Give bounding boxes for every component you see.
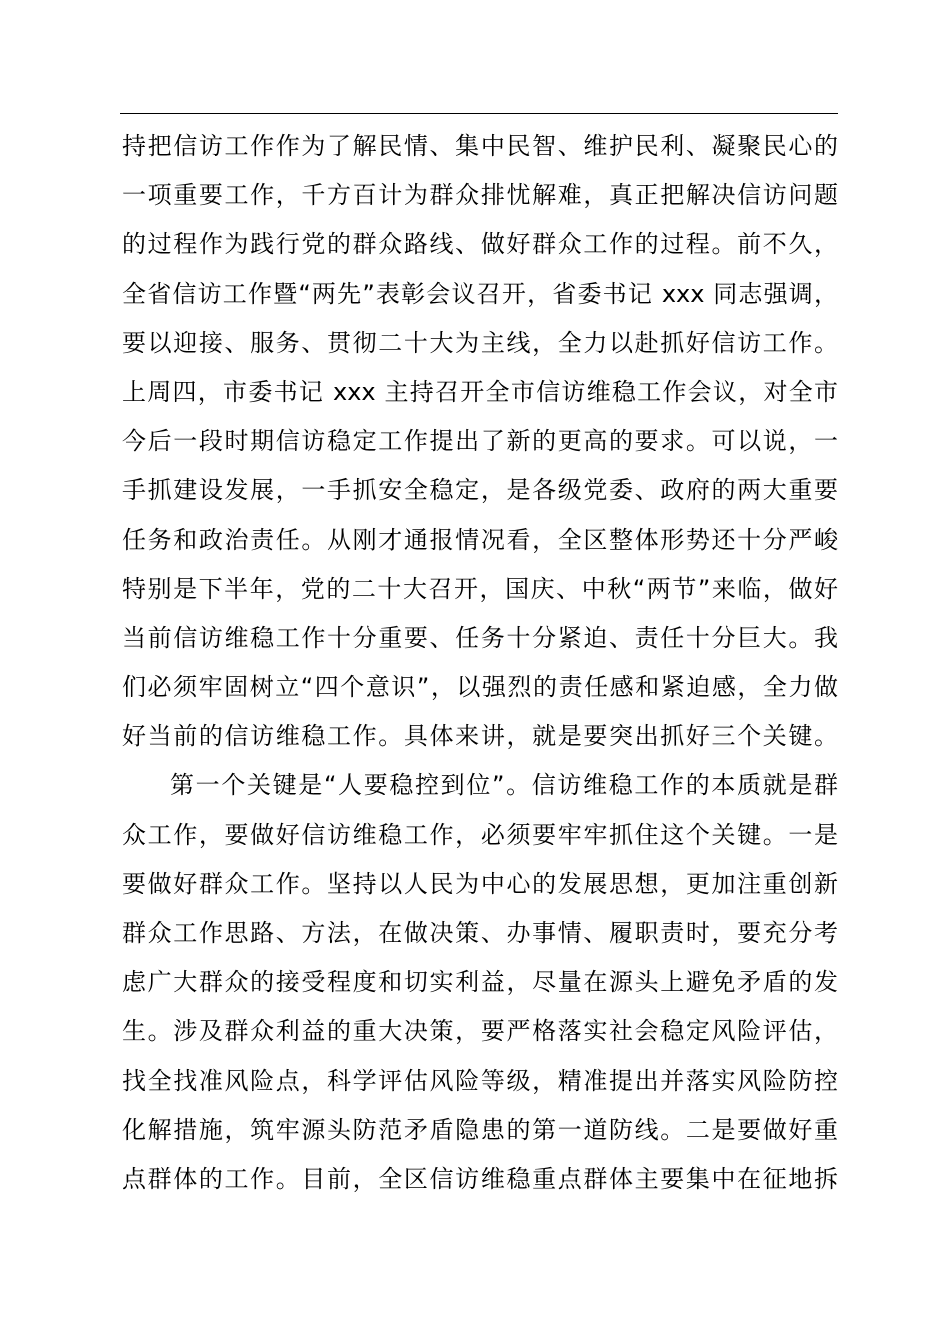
text-line: 全省信访工作暨“两先”表彰会议召开，省委书记 xxx 同志强调， xyxy=(122,279,838,308)
text-line: 特别是下半年，党的二十大召开，国庆、中秋“两节”来临，做好 xyxy=(122,574,838,603)
text-line: 群众工作思路、方法，在做决策、办事情、履职责时，要充分考 xyxy=(122,919,838,947)
text-line: 要以迎接、服务、贯彻二十大为主线，全力以赴抓好信访工作。 xyxy=(122,328,838,357)
text-line: 众工作，要做好信访维稳工作，必须要牢牢抓住这个关键。一是 xyxy=(122,820,838,849)
text-line: 的过程作为践行党的群众路线、做好群众工作的过程。前不久， xyxy=(122,230,838,259)
paragraph-2 xyxy=(122,761,838,1204)
text-line: 上周四，市委书记 xxx 主持召开全市信访维稳工作会议，对全市 xyxy=(122,377,838,406)
paragraph-1 xyxy=(122,122,838,761)
text-line: 生。涉及群众利益的重大决策，要严格落实社会稳定风险评估， xyxy=(122,1017,838,1046)
text-line: 第一个关键是“人要稳控到位”。信访维稳工作的本质就是群 xyxy=(170,771,838,800)
text-line: 持把信访工作作为了解民情、集中民智、维护民利、凝聚民心的 xyxy=(122,132,838,160)
text-line: 好当前的信访维稳工作。具体来讲，就是要突出抓好三个关键。 xyxy=(122,722,838,751)
text-line: 找全找准风险点，科学评估风险等级，精准提出并落实风险防控 xyxy=(122,1066,838,1095)
text-line: 今后一段时期信访稳定工作提出了新的更高的要求。可以说，一 xyxy=(122,427,838,456)
document-body xyxy=(122,122,838,1204)
text-line: 要做好群众工作。坚持以人民为中心的发展思想，更加注重创新 xyxy=(122,869,838,898)
text-line: 化解措施，筑牢源头防范矛盾隐患的第一道防线。二是要做好重 xyxy=(122,1115,838,1144)
text-line: 一项重要工作，千方百计为群众排忧解难，真正把解决信访问题 xyxy=(122,181,838,210)
text-line: 任务和政治责任。从刚才通报情况看，全区整体形势还十分严峻 xyxy=(122,525,838,554)
header-rule xyxy=(120,113,838,114)
text-line: 虑广大群众的接受程度和切实利益，尽量在源头上避免矛盾的发 xyxy=(122,968,838,997)
text-line: 点群体的工作。目前，全区信访维稳重点群体主要集中在征地拆 xyxy=(122,1164,838,1193)
text-line: 手抓建设发展，一手抓安全稳定，是各级党委、政府的两大重要 xyxy=(122,476,838,505)
text-line: 当前信访维稳工作十分重要、任务十分紧迫、责任十分巨大。我 xyxy=(122,623,838,652)
text-line: 们必须牢固树立“四个意识”，以强烈的责任感和紧迫感，全力做 xyxy=(122,673,838,702)
